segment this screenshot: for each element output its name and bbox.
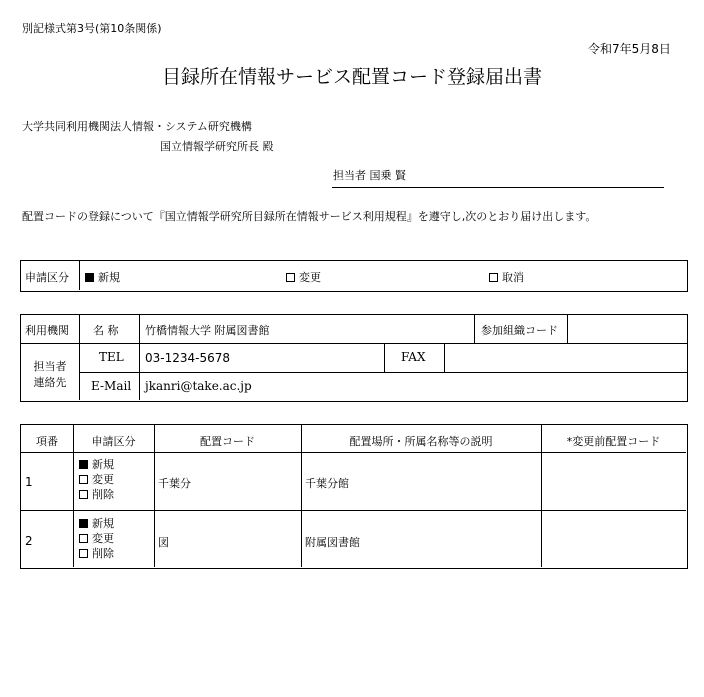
institution-name: 竹橋情報大学 附属図書館	[145, 324, 270, 337]
column-header-placement-code: 配置コード	[200, 435, 255, 448]
institution-name-label: 名 称	[93, 324, 119, 337]
checkbox-empty-icon	[489, 273, 498, 282]
row-2-choice-change[interactable]: 変更	[79, 531, 114, 546]
checkbox-checked-icon	[85, 273, 94, 282]
column-header-previous-code: *変更前配置コード	[566, 435, 661, 448]
request-option-new[interactable]: 新規	[85, 269, 120, 285]
row-1-number: 1	[25, 475, 33, 489]
addressee-organization: 大学共同利用機関法人情報・システム研究機構	[22, 120, 252, 133]
column-header-item-no: 項番	[36, 435, 58, 448]
request-type-label: 申請区分	[25, 271, 69, 284]
fax-label: FAX	[401, 350, 426, 364]
addressee-person: 国立情報学研究所長 殿	[160, 140, 274, 153]
institution-box	[20, 314, 688, 402]
column-header-request-type: 申請区分	[91, 435, 136, 448]
user-organization-label: 利用機関	[25, 324, 69, 337]
row-1-choice-delete[interactable]: 削除	[79, 487, 114, 502]
placement-codes-table	[20, 424, 688, 569]
row-1-description: 千葉分館	[305, 477, 349, 490]
row-1-choice-new[interactable]: 新規	[79, 457, 114, 472]
row-2-placement-code: 図	[158, 536, 169, 549]
row-1-placement-code: 千葉分	[158, 477, 191, 490]
checkbox-checked-icon	[79, 460, 88, 469]
checkbox-empty-icon	[79, 534, 88, 543]
row-2-description: 附属図書館	[305, 536, 360, 549]
row-2-choice-delete[interactable]: 削除	[79, 546, 114, 561]
org-code-label: 参加組織コード	[481, 324, 558, 337]
responsible-person: 担当者 国乗 賢	[333, 169, 406, 182]
submission-date: 令和7年5月8日	[588, 42, 671, 56]
row-2-choice-new[interactable]: 新規	[79, 516, 114, 531]
document-title: 目録所在情報サービス配置コード登録届出書	[161, 66, 542, 88]
email-label: E-Mail	[91, 379, 132, 393]
request-option-cancel[interactable]: 取消	[489, 269, 524, 285]
signature-line	[332, 187, 664, 188]
row-2-number: 2	[25, 534, 33, 548]
request-type-box	[20, 260, 688, 292]
contact-label: 担当者 連絡先	[33, 360, 67, 389]
compliance-statement: 配置コードの登録について『国立情報学研究所目録所在情報サービス利用規程』を遵守し,次のとおり届け出します。	[22, 210, 597, 223]
checkbox-empty-icon	[286, 273, 295, 282]
form-number-label: 別記様式第3号(第10条関係)	[22, 22, 162, 35]
row-1-choice-change[interactable]: 変更	[79, 472, 114, 487]
tel-label: TEL	[99, 350, 124, 364]
column-header-description: 配置場所・所属名称等の説明	[349, 435, 493, 448]
checkbox-checked-icon	[79, 519, 88, 528]
request-option-change[interactable]: 変更	[286, 269, 321, 285]
checkbox-empty-icon	[79, 475, 88, 484]
row-2-request-choices	[79, 516, 114, 561]
tel-value: 03-1234-5678	[145, 351, 231, 365]
checkbox-empty-icon	[79, 549, 88, 558]
checkbox-empty-icon	[79, 490, 88, 499]
email-value: jkanri@take.ac.jp	[145, 379, 252, 393]
row-1-request-choices	[79, 457, 114, 502]
